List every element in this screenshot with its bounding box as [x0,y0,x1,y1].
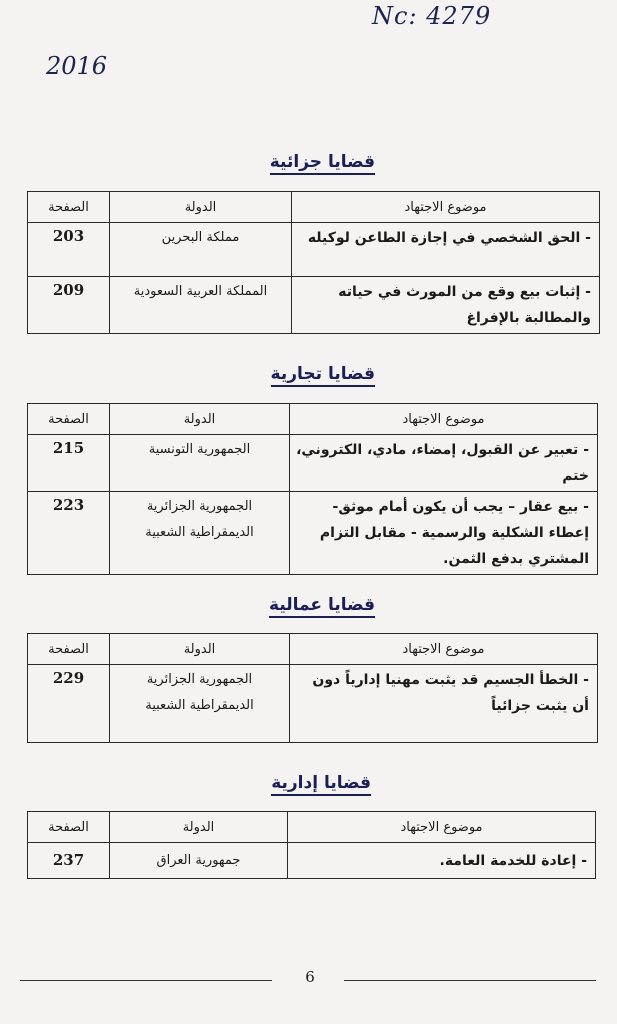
row-topic: - إعادة للخدمة العامة. [288,843,596,879]
section-title-administrative: قضايا إدارية [271,773,371,796]
section-title-labor: قضايا عمالية [269,595,375,618]
header-page: الصفحة [28,634,110,665]
header-page: الصفحة [28,404,110,435]
header-page: الصفحة [28,192,110,223]
header-country: الدولة [110,634,290,665]
row-page: 209 [28,277,110,334]
header-topic: موضوع الاجتهاد [292,192,600,223]
row-country: مملكة البحرين [110,223,292,277]
header-page: الصفحة [28,812,110,843]
table-row [28,665,598,743]
table-criminal [27,191,600,334]
table-row [28,277,600,334]
section-title-criminal: قضايا جزائية [270,152,375,175]
row-topic: - بيع عقار – يجب أن يكون أمام موثق- إعطاء الشكلية والرسمية - مقابل التزام المشتري بدفع الثمن. [290,492,598,575]
table-labor [27,633,598,743]
row-country: جمهورية العراق [110,843,288,879]
page-number: 6 [305,968,315,986]
header-country: الدولة [110,404,290,435]
table-header-row [28,192,600,223]
row-page: 229 [28,665,110,743]
row-page: 223 [28,492,110,575]
table-row [28,492,598,575]
table-header-row [28,812,596,843]
table-commercial [27,403,598,575]
row-country: الجمهورية التونسية [110,435,290,492]
row-topic: - الحق الشخصي في إجازة الطاعن لوكيله [292,223,600,277]
footer-rule-right [344,980,596,981]
header-country: الدولة [110,192,292,223]
table-header-row [28,404,598,435]
header-topic: موضوع الاجتهاد [290,634,598,665]
table-row [28,843,596,879]
table-administrative [27,811,596,879]
row-topic: - إثبات بيع وقع من المورث في حياته والمطالبة بالإفراغ [292,277,600,334]
header-topic: موضوع الاجتهاد [288,812,596,843]
footer-rule-left [20,980,272,981]
table-header-row [28,634,598,665]
section-title-commercial: قضايا تجارية [271,364,375,387]
handwritten-reference: Nc: 4279 [372,2,492,30]
row-country: الجمهورية الجزائرية الديمقراطية الشعبية [110,492,290,575]
header-country: الدولة [110,812,288,843]
row-country: الجمهورية الجزائرية الديمقراطية الشعبية [110,665,290,743]
row-page: 237 [28,843,110,879]
table-row [28,223,600,277]
table-row [28,435,598,492]
header-topic: موضوع الاجتهاد [290,404,598,435]
handwritten-year: 2016 [46,52,108,80]
row-page: 203 [28,223,110,277]
row-topic: - تعبير عن القبول، إمضاء، مادي، الكتروني، ختم [290,435,598,492]
row-country: المملكة العربية السعودية [110,277,292,334]
row-page: 215 [28,435,110,492]
row-topic: - الخطأ الجسيم قد يثبت مهنيا إدارياً دون أن يثبت جزائياً [290,665,598,743]
